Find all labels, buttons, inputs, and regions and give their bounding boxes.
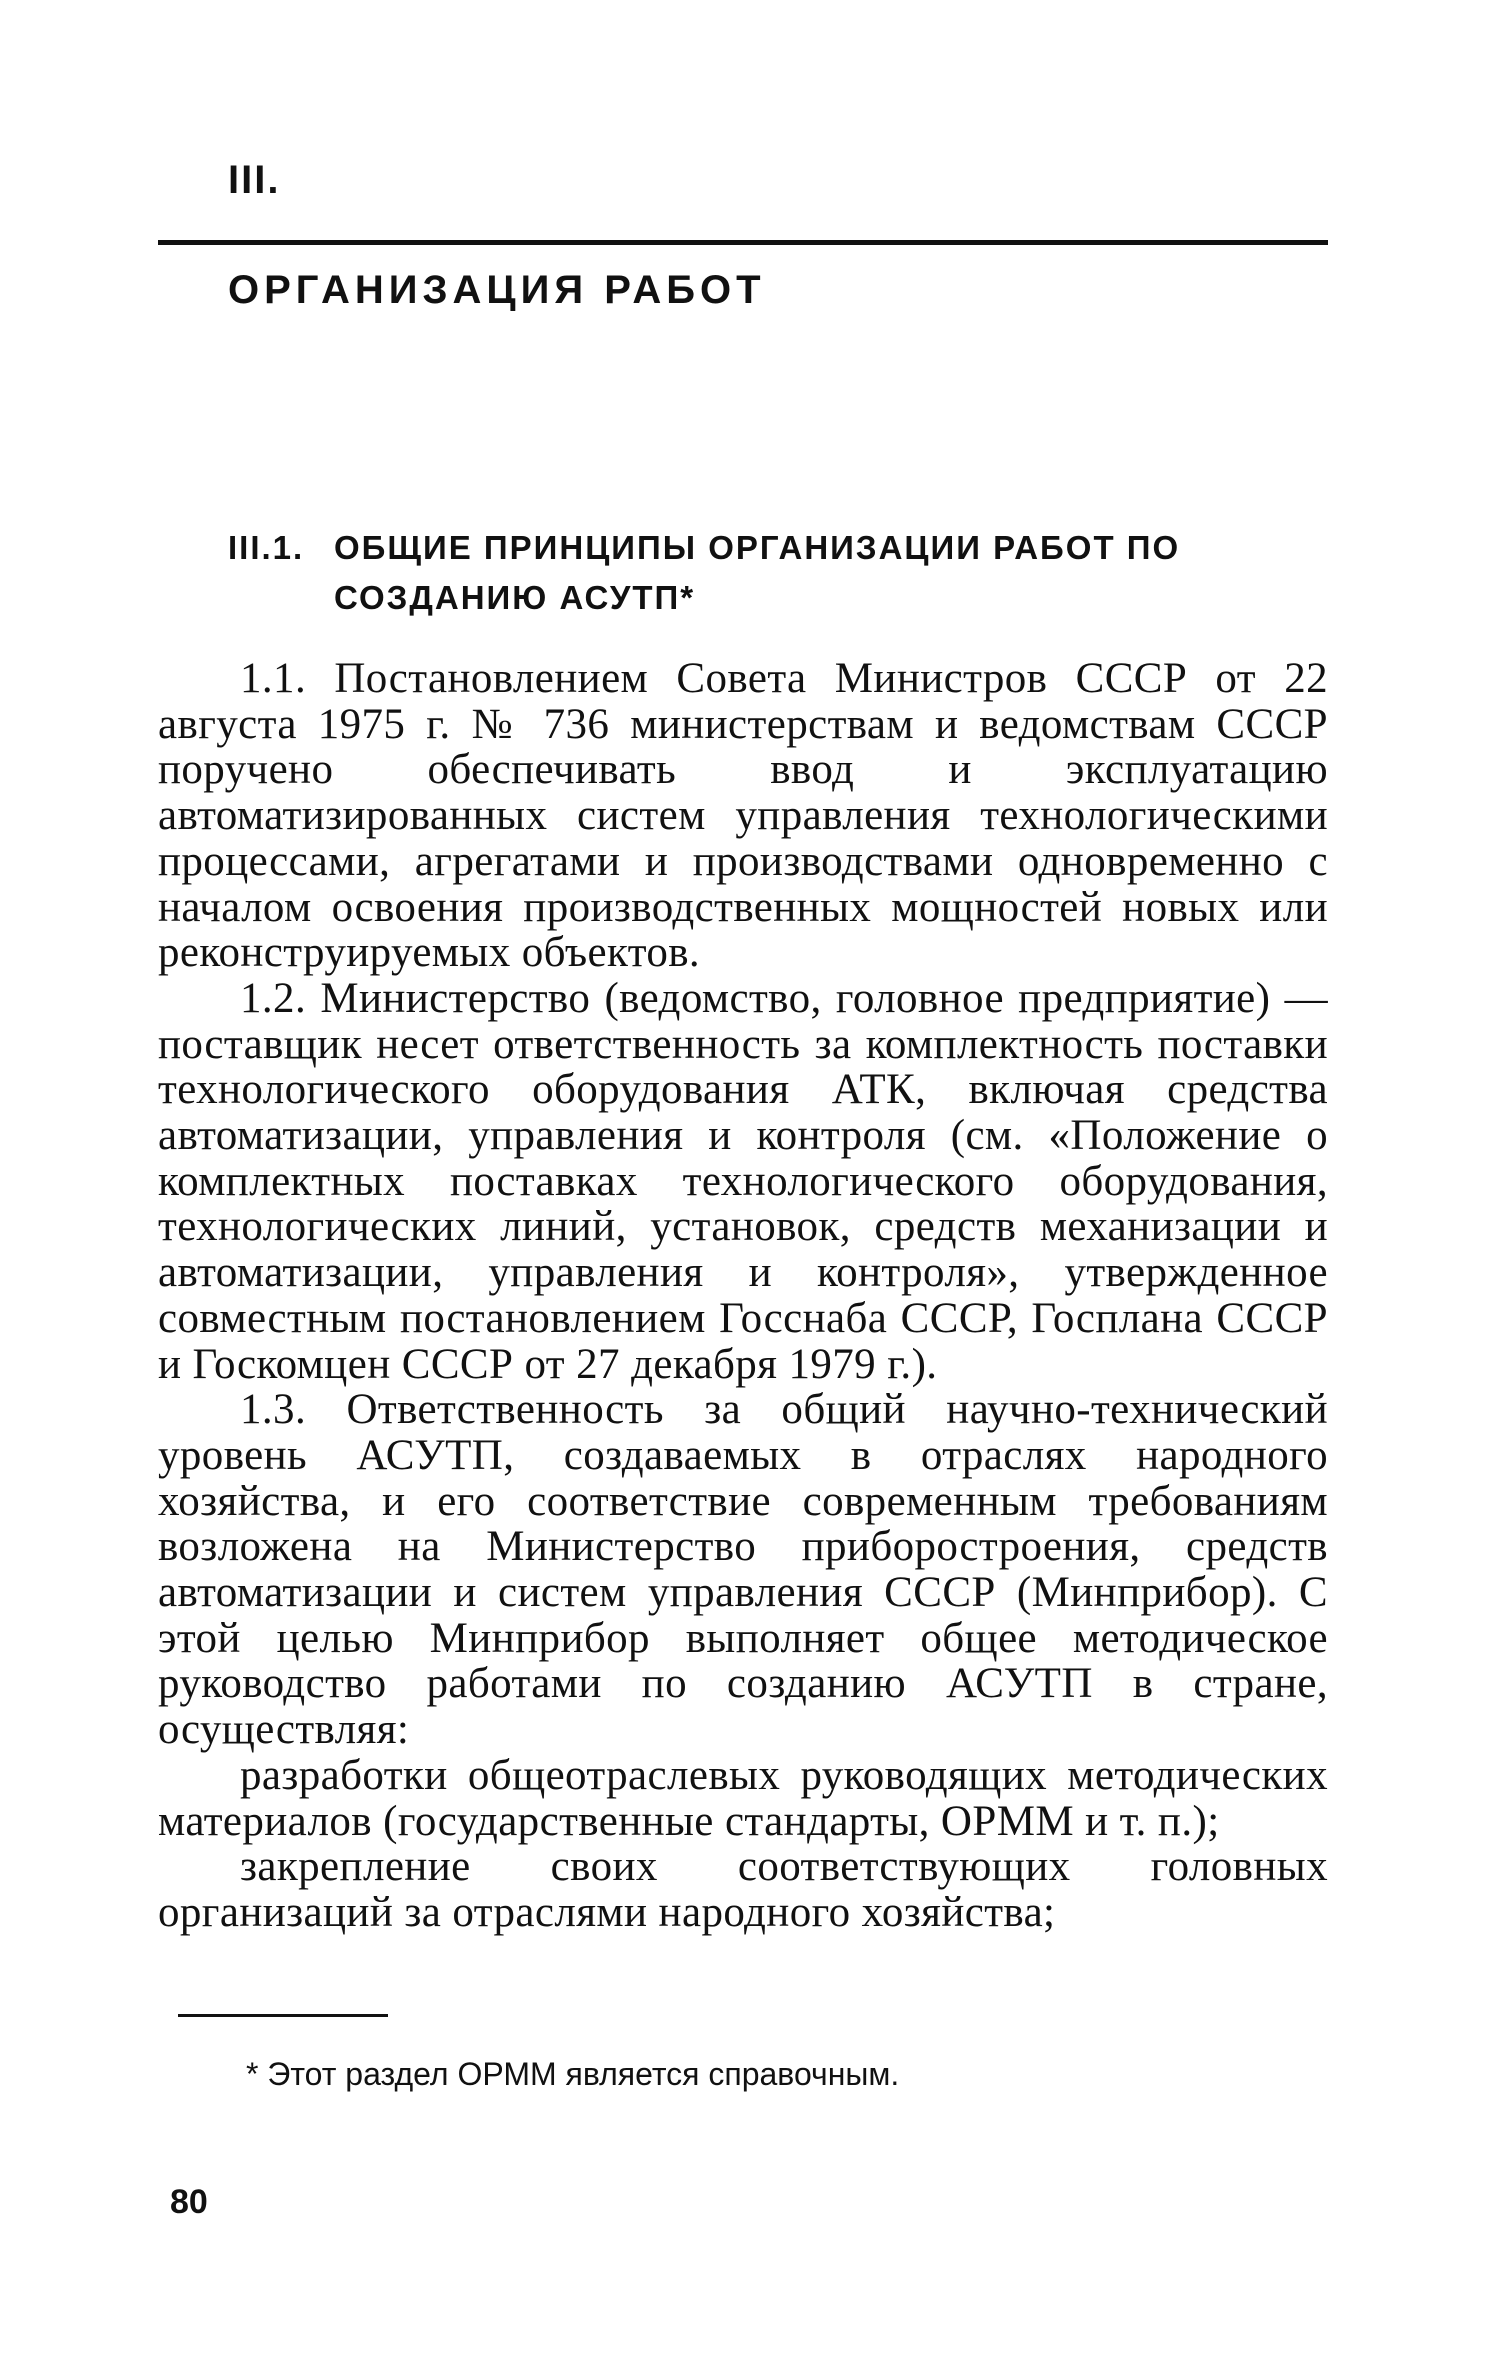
- part-number: III.: [228, 158, 281, 202]
- footnote-rule: [178, 2014, 388, 2017]
- section-title-line2: СОЗДАНИЮ АСУТП*: [334, 579, 696, 616]
- section-heading: [228, 523, 1288, 623]
- section-title-line1: ОБЩИЕ ПРИНЦИПЫ ОРГАНИЗАЦИИ РАБОТ ПО: [334, 529, 1181, 566]
- paragraph-1-3: 1.3. Ответственность за общий научно-технический уровень АСУТП, создаваемых в отраслях народного хозяйства, и его соответствие современным требованиям возложена на Министерство приборостроения, средств автоматизации и систем управления СССР (Минприбор). С этой целью Минприбор выполняет общее методическое руководство работами по созданию АСУТП в стране, осуществляя:: [158, 1386, 1328, 1754]
- body-text: [158, 656, 1328, 1936]
- paragraph-1-2: 1.2. Министерство (ведомство, головное предприятие) — поставщик несет ответственность за комплектность поставки технологического оборудования АТК, включая средства автоматизации, управления и контроля (см. «Положение о комплектных поставках технологического оборудования, технологических линий, установок, средств механизации и автоматизации, управления и контроля», утвержденное совместным постановлением Госснаба СССР, Госплана СССР и Госкомцен СССР от 27 декабря 1979 г.).: [158, 974, 1328, 1388]
- list-item-methodology: разработки общеотраслевых руководящих методических материалов (государственные стандарты, ОРММ и т. п.);: [158, 1751, 1328, 1845]
- section-number: III.1.: [228, 529, 305, 566]
- top-rule: [158, 240, 1328, 245]
- footnote: * Этот раздел ОРММ является справочным.: [246, 2056, 900, 2092]
- part-title: ОРГАНИЗАЦИЯ РАБОТ: [228, 268, 766, 312]
- page-number: 80: [170, 2183, 208, 2221]
- paragraph-1-1: 1.1. Постановлением Совета Министров СССР от 22 августа 1975 г. № 736 министерствам и ведомствам СССР поручено обеспечивать ввод и эксплуатацию автоматизированных систем управления технологическими процессами, агрегатами и производствами одновременно с началом освоения производственных мощностей новых или реконструируемых объектов.: [158, 655, 1328, 977]
- list-item-organizations: закрепление своих соответствующих головных организаций за отраслями народного хозяйства;: [158, 1843, 1328, 1936]
